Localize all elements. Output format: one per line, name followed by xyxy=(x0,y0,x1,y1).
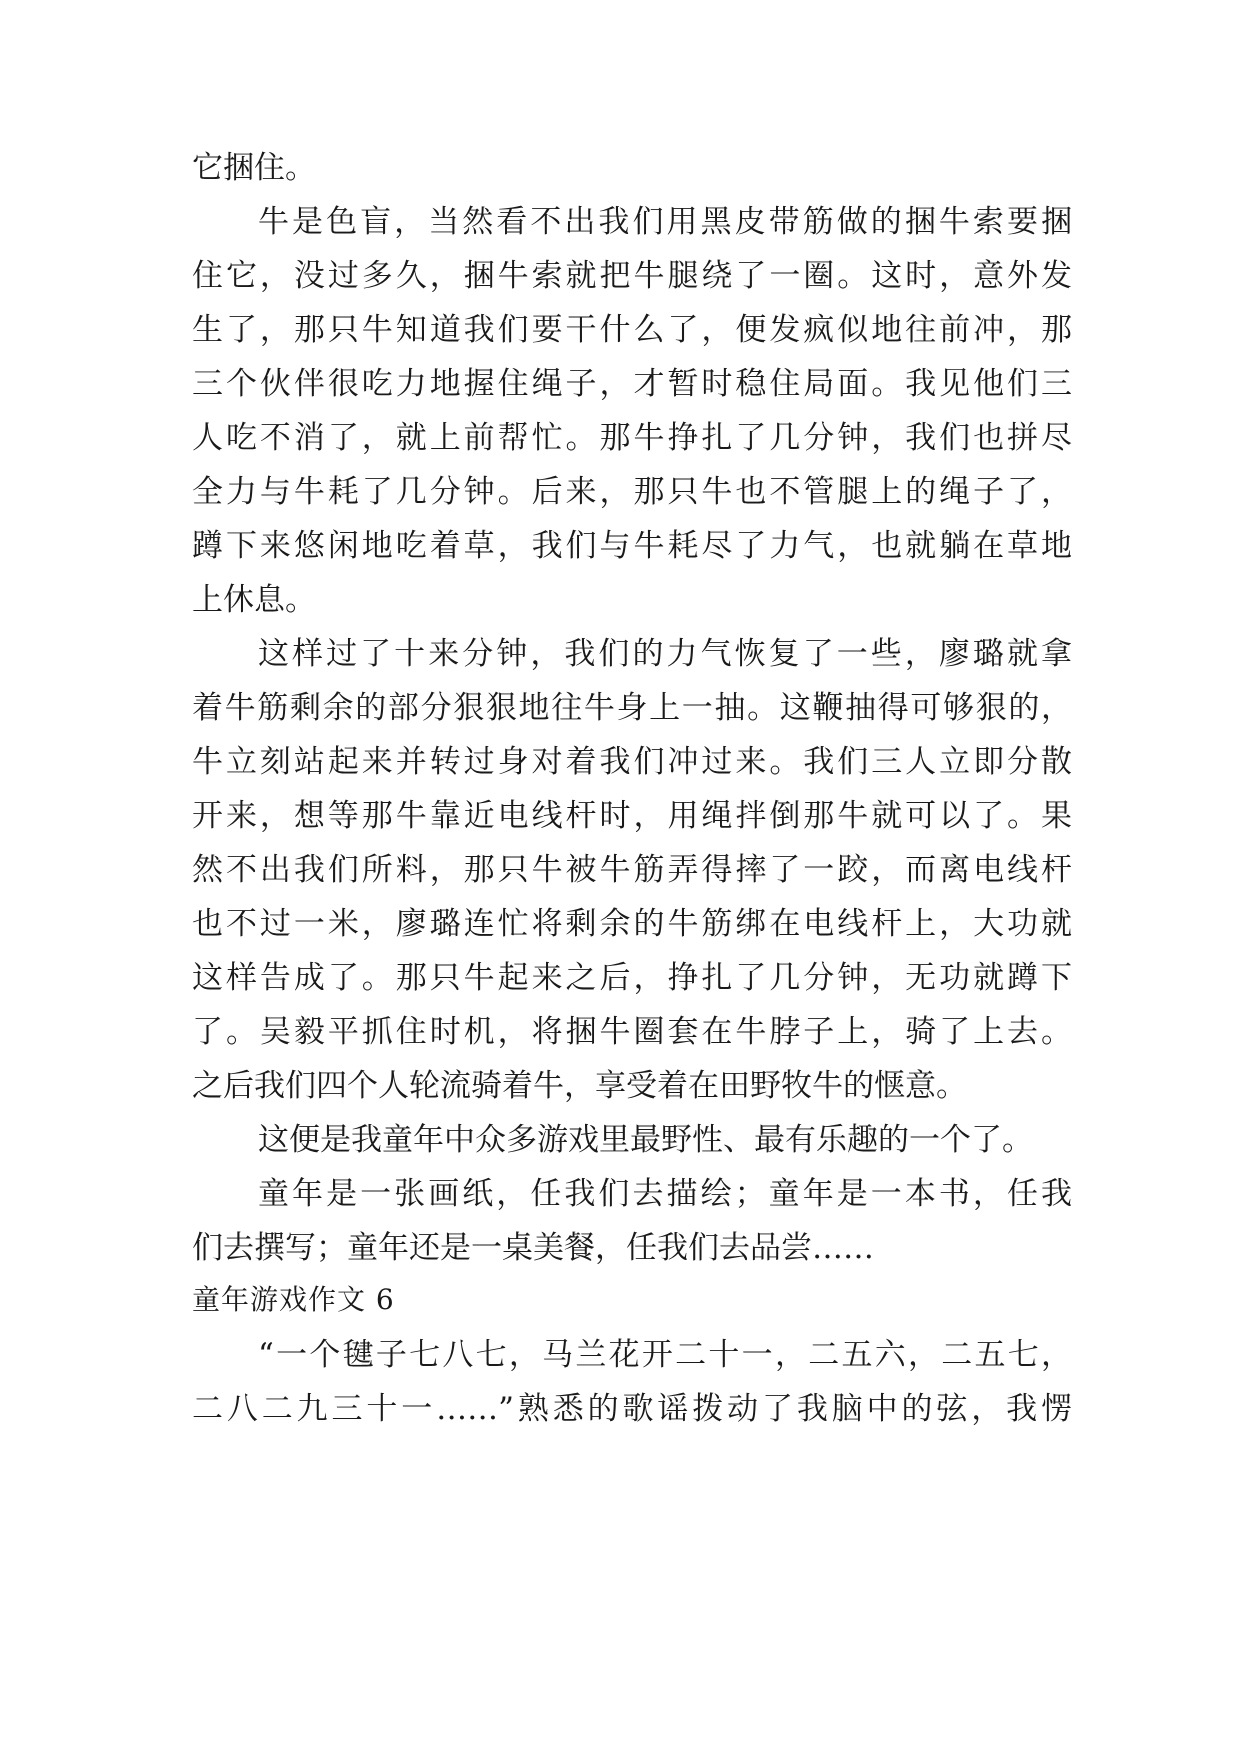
text-line: 这样告成了。那只牛起来之后，挣扎了几分钟，无功就蹲下 xyxy=(192,960,1072,996)
text-line: 二八二九三十一……”熟悉的歌谣拨动了我脑中的弦，我愣 xyxy=(192,1391,1072,1427)
paragraph-start-line: 牛是色盲，当然看不出我们用黑皮带筋做的捆牛索要捆 xyxy=(258,204,1072,240)
paragraph-start-line: 童年是一张画纸，任我们去描绘；童年是一本书，任我 xyxy=(258,1176,1072,1212)
text-line: 住它，没过多久，捆牛索就把牛腿绕了一圈。这时，意外发 xyxy=(192,258,1072,294)
paragraph-line: 这便是我童年中众多游戏里最野性、最有乐趣的一个了。 xyxy=(258,1122,1033,1158)
text-line: 三个伙伴很吃力地握住绳子，才暂时稳住局面。我见他们三 xyxy=(192,366,1072,402)
text-line: 们去撰写；童年还是一桌美餐，任我们去品尝…… xyxy=(192,1230,874,1266)
text-line: 之后我们四个人轮流骑着牛，享受着在田野牧牛的惬意。 xyxy=(192,1068,967,1104)
text-line: 它捆住。 xyxy=(192,150,316,186)
text-line: 上休息。 xyxy=(192,582,316,618)
text-line: 蹲下来悠闲地吃着草，我们与牛耗尽了力气，也就躺在草地 xyxy=(192,528,1072,564)
section-heading: 童年游戏作文 6 xyxy=(192,1283,395,1316)
text-line: 然不出我们所料，那只牛被牛筋弄得摔了一跤，而离电线杆 xyxy=(192,852,1072,888)
text-line: 了。吴毅平抓住时机，将捆牛圈套在牛脖子上，骑了上去。 xyxy=(192,1014,1072,1050)
text-line: 也不过一米，廖璐连忙将剩余的牛筋绑在电线杆上，大功就 xyxy=(192,906,1072,942)
text-line: 着牛筋剩余的部分狠狠地往牛身上一抽。这鞭抽得可够狠的， xyxy=(192,690,1072,726)
paragraph-start-line: 这样过了十来分钟，我们的力气恢复了一些，廖璐就拿 xyxy=(258,636,1072,672)
text-line: 生了，那只牛知道我们要干什么了，便发疯似地往前冲，那 xyxy=(192,312,1072,348)
paragraph-start-line: “一个毽子七八七，马兰花开二十一，二五六，二五七， xyxy=(258,1337,1072,1373)
text-line: 牛立刻站起来并转过身对着我们冲过来。我们三人立即分散 xyxy=(192,744,1072,780)
text-line: 全力与牛耗了几分钟。后来，那只牛也不管腿上的绳子了， xyxy=(192,474,1072,510)
text-line: 开来，想等那牛靠近电线杆时，用绳拌倒那牛就可以了。果 xyxy=(192,798,1072,834)
text-line: 人吃不消了，就上前帮忙。那牛挣扎了几分钟，我们也拼尽 xyxy=(192,420,1072,456)
